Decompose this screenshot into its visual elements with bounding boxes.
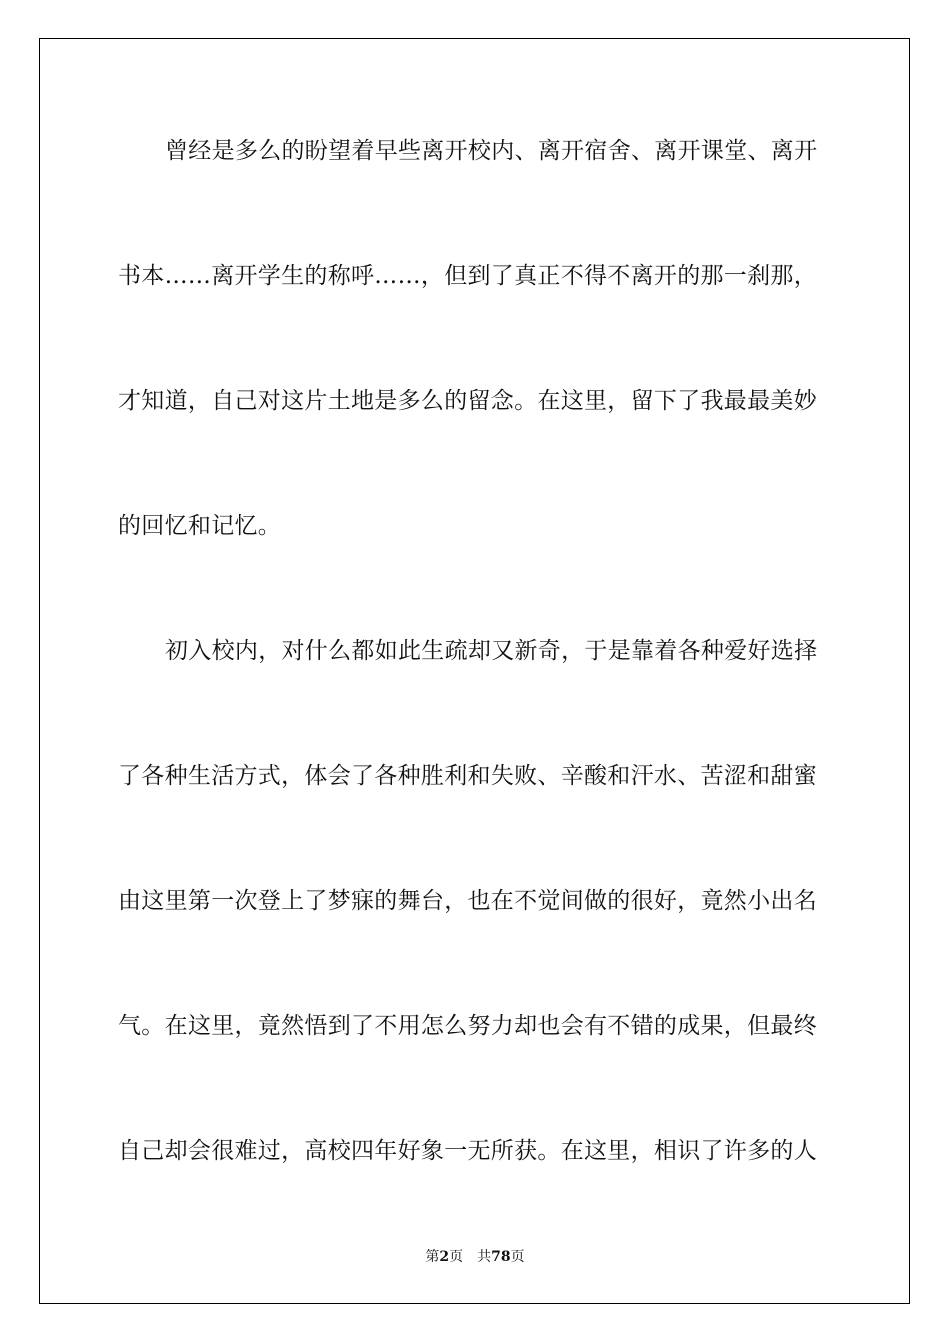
paragraph-2-line-3: 由这里第一次登上了梦寐的舞台，也在不觉间做的很好，竟然小出名 — [118, 888, 817, 914]
total-pages: 78 — [491, 1249, 511, 1265]
paragraph-2-line-5: 自己却会很难过，高校四年好象一无所获。在这里，相识了许多的人 — [118, 1138, 817, 1164]
paragraph-1-line-3: 才知道，自己对这片土地是多么的留念。在这里，留下了我最最美妙 — [118, 388, 817, 414]
paragraph-2-line-4: 气。在这里，竟然悟到了不用怎么努力却也会有不错的成果，但最终 — [118, 1013, 817, 1039]
paragraph-2-line-1: 初入校内，对什么都如此生疏却又新奇，于是靠着各种爱好选择 — [165, 638, 818, 664]
total-suffix: 页 — [510, 1249, 525, 1265]
total-prefix: 共 — [477, 1249, 492, 1265]
page-prefix: 第 — [425, 1249, 440, 1265]
page-border — [39, 38, 910, 1304]
paragraph-1-line-1: 曾经是多么的盼望着早些离开校内、离开宿舍、离开课堂、离开 — [165, 138, 818, 164]
paragraph-2-line-2: 了各种生活方式，体会了各种胜利和失败、辛酸和汗水、苦涩和甜蜜 — [118, 763, 817, 789]
page-suffix: 页 — [449, 1249, 464, 1265]
paragraph-1-line-4: 的回忆和记忆。 — [118, 513, 282, 539]
page-footer — [0, 1248, 950, 1266]
paragraph-1-line-2: 书本……离开学生的称呼……，但到了真正不得不离开的那一刹那， — [118, 263, 817, 289]
page-number: 2 — [439, 1249, 450, 1265]
